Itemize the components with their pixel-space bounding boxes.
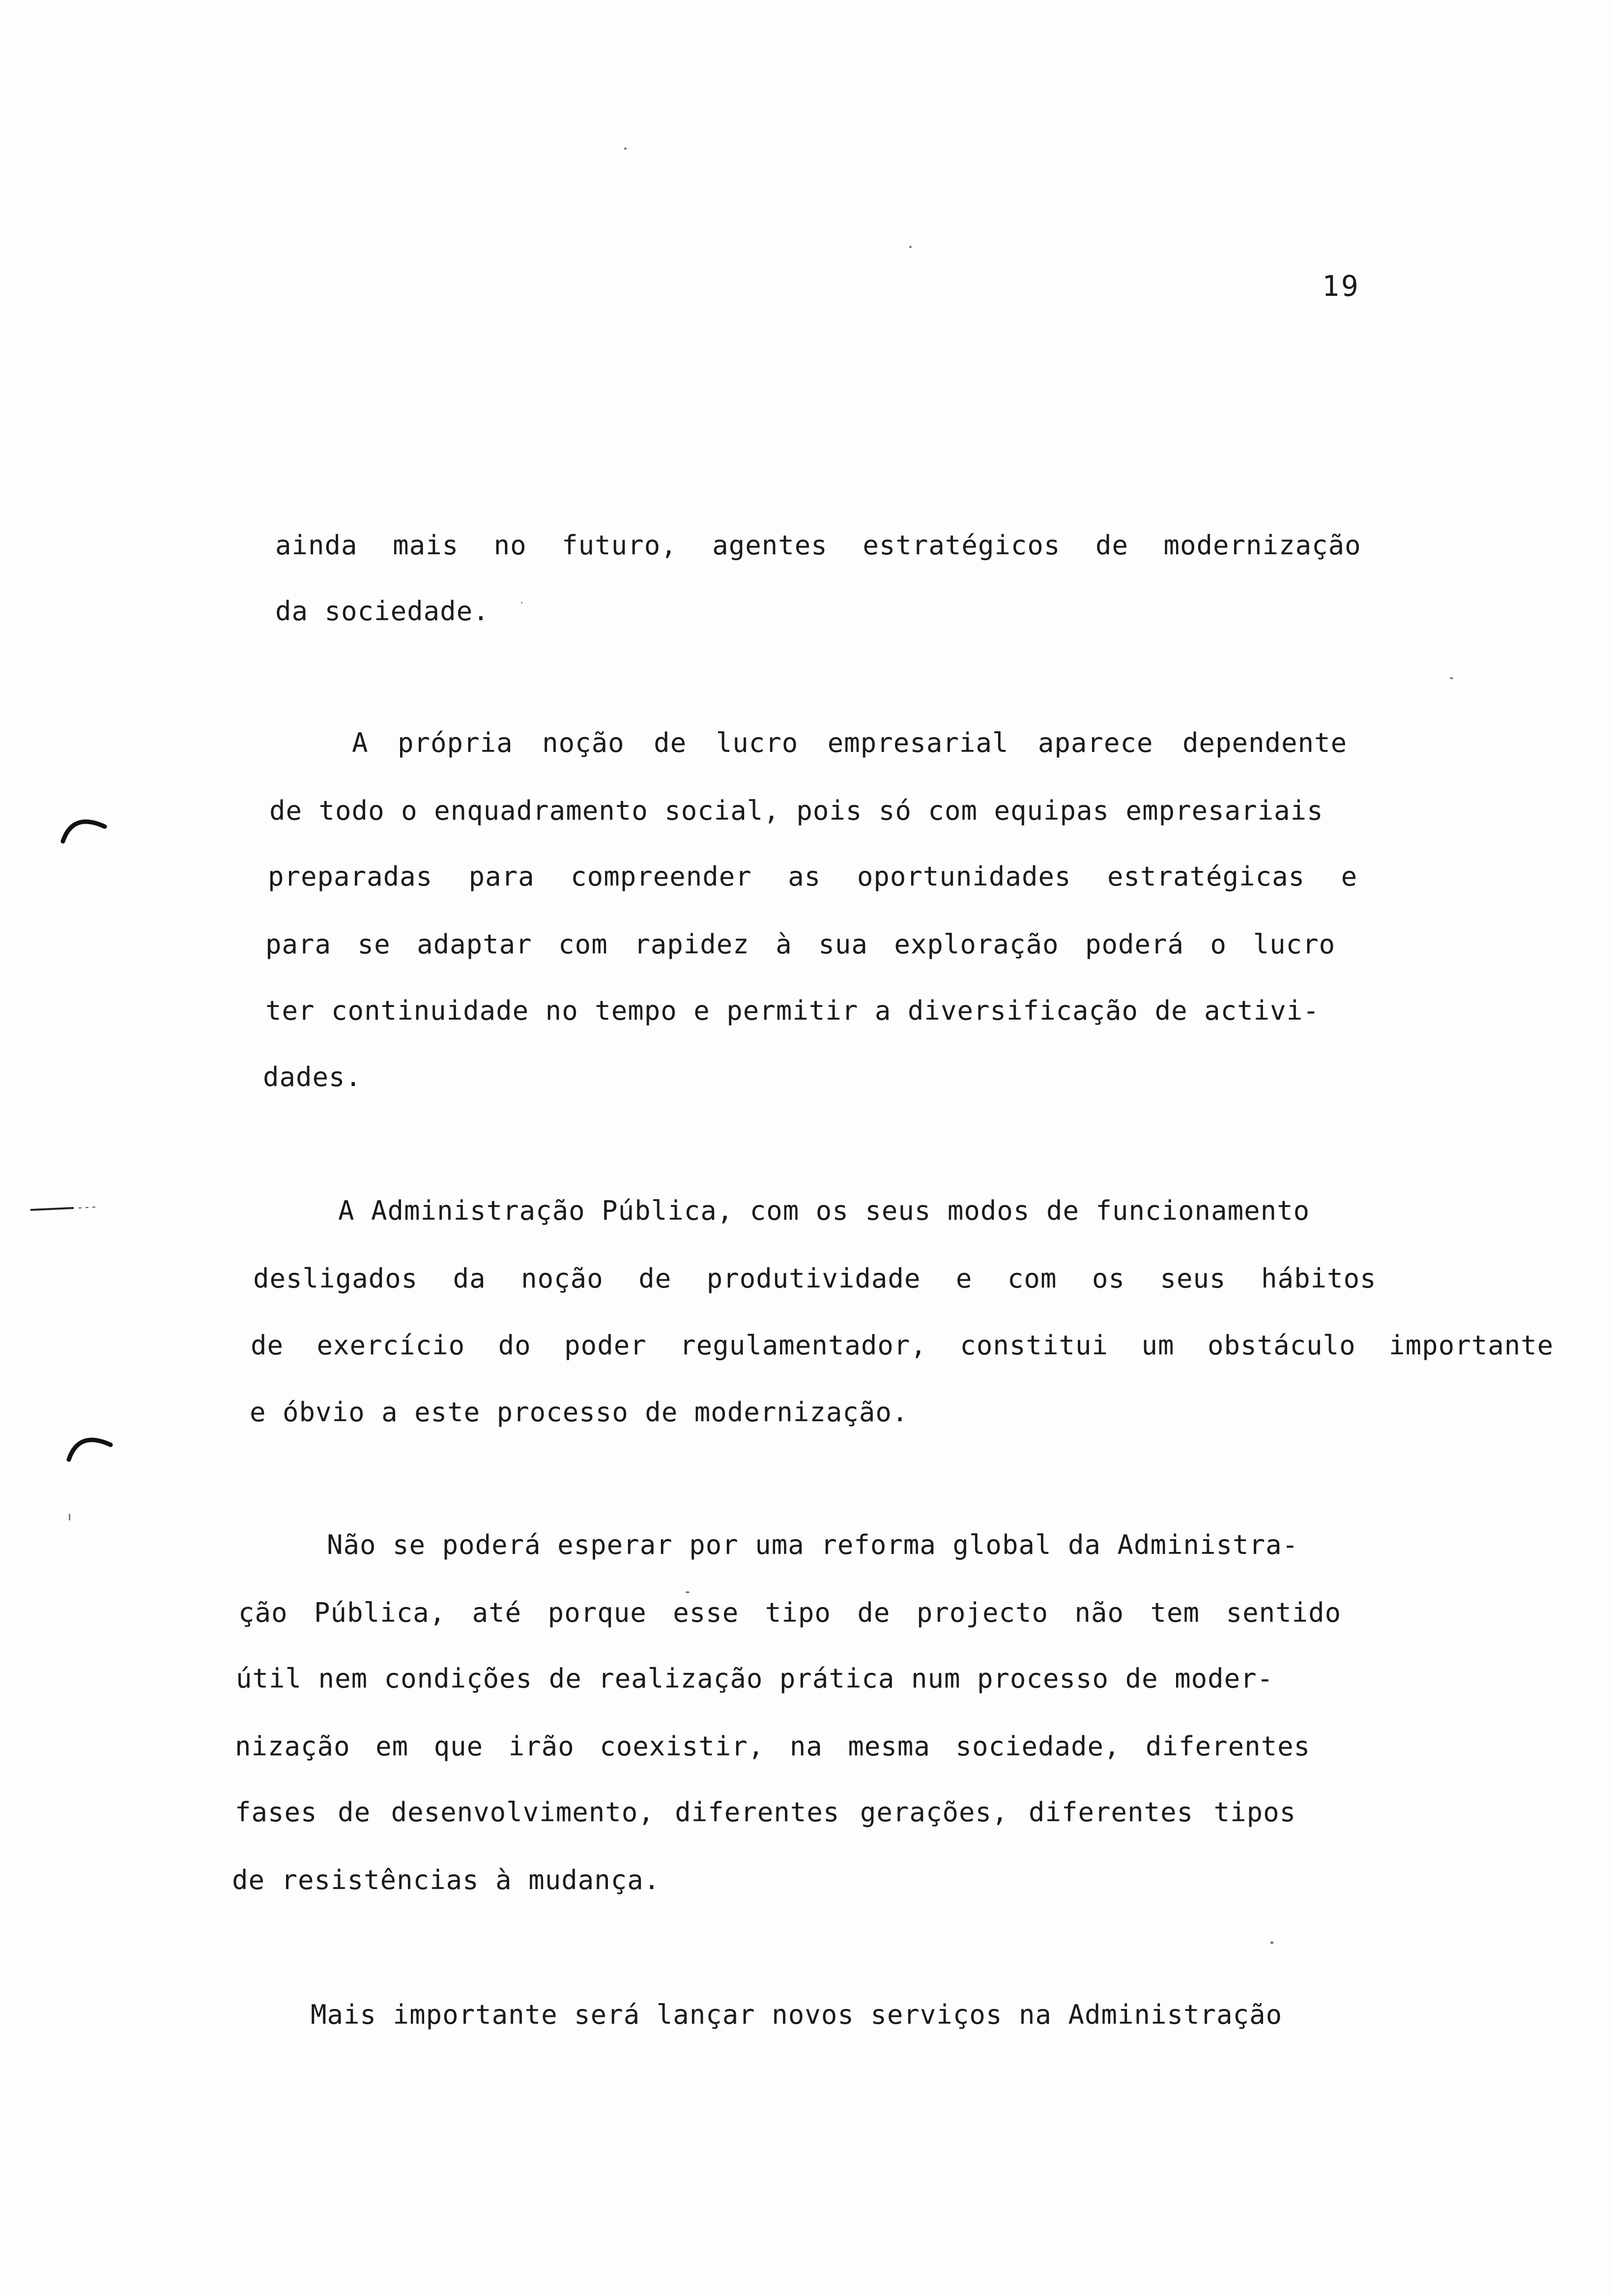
scan-speck <box>686 1591 690 1593</box>
scan-speck <box>624 147 627 150</box>
scan-speck <box>1270 1941 1273 1944</box>
text-line: nização em que irão coexistir, na mesma sociedade, diferentes <box>235 1731 1311 1762</box>
punch-hole-arc-icon <box>64 1425 123 1464</box>
text-line: A própria noção de lucro empresarial aparece dependente <box>352 727 1348 758</box>
text-line: ainda mais no futuro, agentes estratégicos de modernização <box>275 530 1361 561</box>
text-line: preparadas para compreender as oportunidades estratégicas e <box>268 861 1358 892</box>
scan-speck <box>521 602 522 603</box>
text-line: Mais importante será lançar novos serviços na Administração <box>311 1999 1283 2030</box>
text-line: de exercício do poder regulamentador, constitui um obstáculo importante <box>251 1330 1554 1361</box>
scan-speck <box>1450 677 1453 679</box>
text-line: útil nem condições de realização prática num processo de moder- <box>236 1663 1274 1694</box>
text-line: dades. <box>263 1062 362 1092</box>
text-line: fases de desenvolvimento, diferentes gerações, diferentes tipos <box>235 1797 1296 1828</box>
text-line: A Administração Pública, com os seus modos de funcionamento <box>338 1195 1310 1226</box>
text-line: de todo o enquadramento social, pois só com equipas empresariais <box>269 795 1324 826</box>
text-line: ter continuidade no tempo e permitir a diversificação de activi- <box>265 995 1320 1026</box>
scan-speck <box>69 1514 70 1521</box>
page-number: 19 <box>1322 269 1360 303</box>
text-line: de resistências à mudança. <box>232 1865 661 1895</box>
text-line: para se adaptar com rapidez à sua exploração poderá o lucro <box>265 929 1336 960</box>
text-line: e óbvio a este processo de modernização. <box>250 1397 909 1428</box>
scan-speck <box>909 246 912 248</box>
scan-mark-icon <box>29 1204 103 1214</box>
text-line: desligados da noção de produtividade e com os seus hábitos <box>253 1263 1377 1294</box>
punch-hole-arc-icon <box>58 807 117 846</box>
text-line: da sociedade. <box>275 596 489 627</box>
text-line: ção Pública, até porque esse tipo de projecto não tem sentido <box>238 1597 1342 1628</box>
text-line: Não se poderá esperar por uma reforma global da Administra- <box>327 1529 1299 1560</box>
